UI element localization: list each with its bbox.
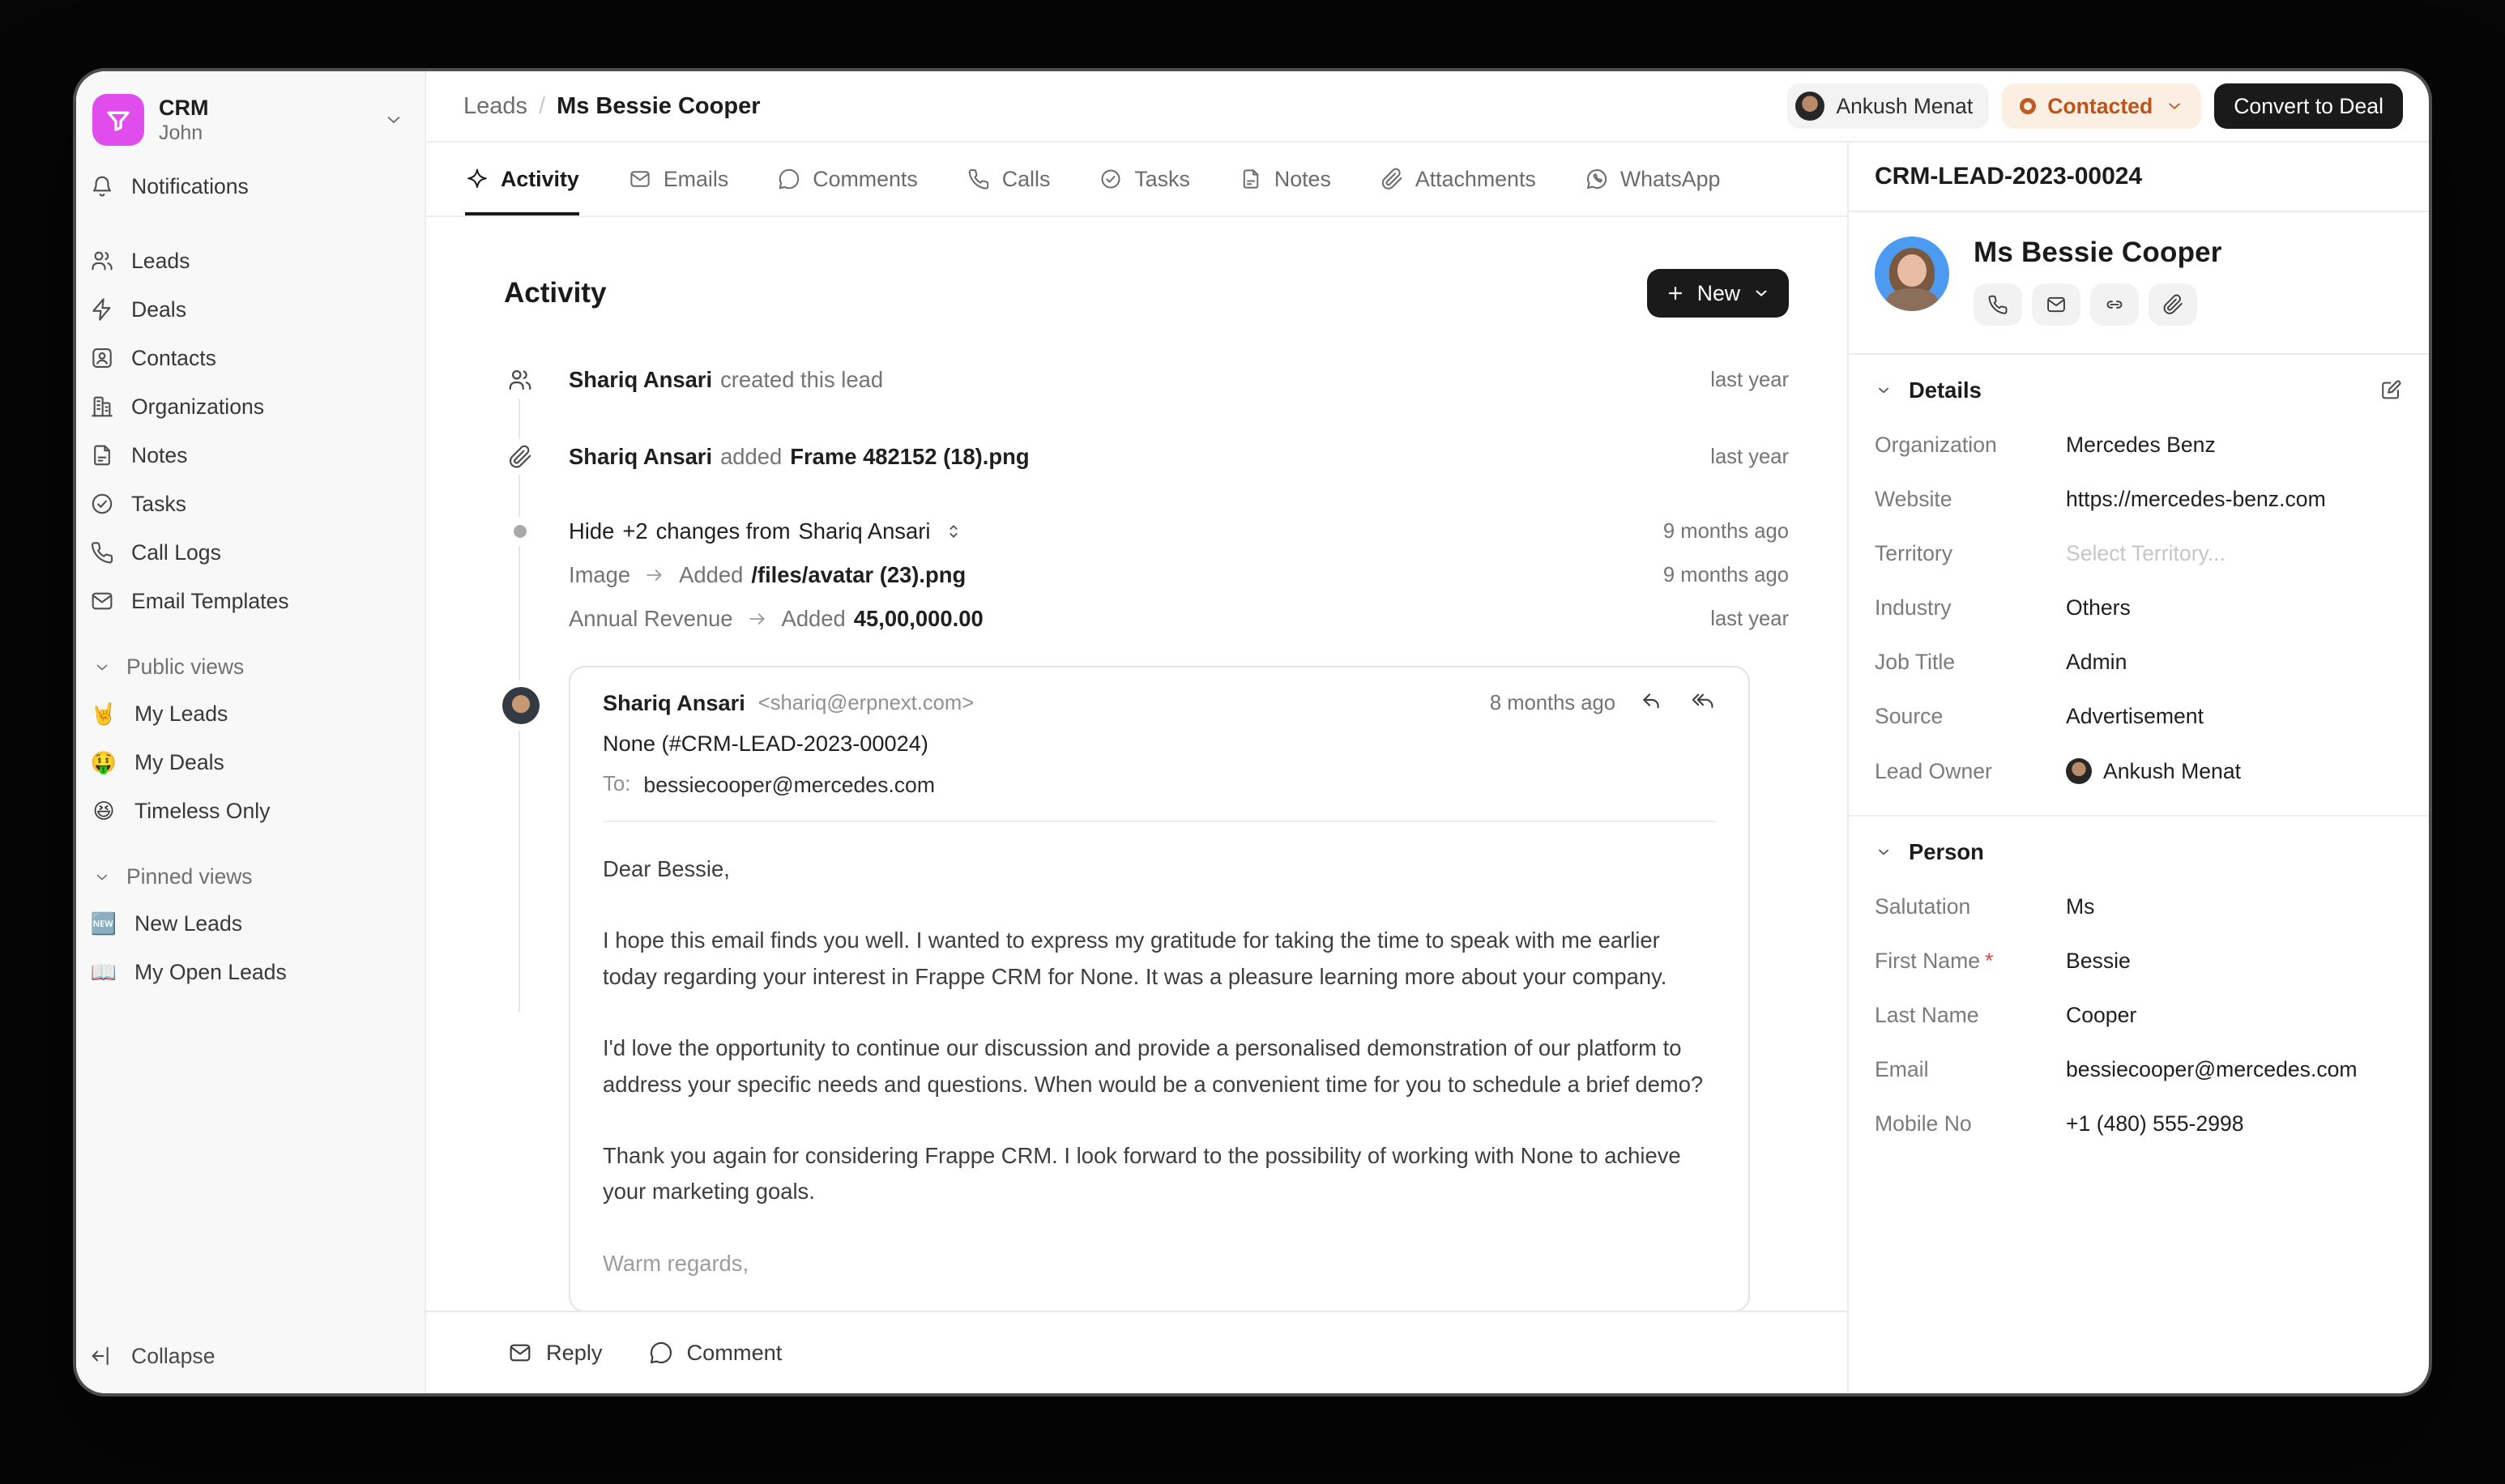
tab-label: Tasks — [1134, 166, 1190, 191]
timestamp: last year — [1710, 607, 1789, 630]
comment-icon — [648, 1340, 674, 1366]
changes-prefix: Hide — [569, 518, 615, 544]
building-icon — [89, 394, 115, 420]
comment-label: Comment — [686, 1340, 783, 1365]
sidebar-item-my-leads[interactable] — [89, 689, 412, 738]
lead-avatar[interactable] — [1875, 237, 1949, 311]
field-label: Job Title — [1875, 650, 1956, 674]
section-label: Pinned views — [126, 864, 253, 889]
field-email — [1849, 1043, 2429, 1097]
lead-details-panel — [1847, 143, 2429, 1393]
reply-button[interactable] — [507, 1340, 603, 1366]
sidebar-item-contacts[interactable] — [89, 334, 412, 382]
tab-label: WhatsApp — [1620, 166, 1721, 191]
feed-item-attachment — [504, 439, 1789, 475]
bell-icon — [89, 173, 115, 199]
check-circle-icon — [89, 491, 115, 517]
new-button-label: New — [1696, 280, 1740, 305]
field-value[interactable]: Cooper — [2066, 1003, 2137, 1027]
sidebar-item-label: Deals — [131, 296, 186, 322]
tab-comments[interactable] — [777, 143, 918, 215]
field-value[interactable]: +1 (480) 555-2998 — [2066, 1111, 2244, 1136]
field-label: Salutation — [1875, 894, 1971, 919]
person-section-header[interactable] — [1849, 817, 2429, 880]
sidebar-item-leads[interactable] — [89, 237, 412, 285]
tab-calls[interactable] — [967, 143, 1051, 215]
sidebar-item-label: Call Logs — [131, 539, 221, 565]
tab-label: Attachments — [1415, 166, 1536, 191]
sidebar-item-label: My Leads — [134, 701, 228, 726]
field-website — [1849, 472, 2429, 527]
email-recipient: bessiecooper@mercedes.com — [643, 773, 935, 797]
phone-icon — [967, 167, 991, 191]
email-paragraph: I'd love the opportunity to continue our discussion and provide a personalised demonstration of our platform to address your specific needs and questions. When would be a convenient time for you to schedule a brief demo? — [603, 1035, 1704, 1097]
field-first-name — [1849, 934, 2429, 988]
timestamp: 9 months ago — [1662, 519, 1789, 543]
app-title: CRM — [159, 95, 209, 120]
whatsapp-icon — [1585, 167, 1609, 191]
paperclip-icon — [507, 444, 533, 470]
field-name: Annual Revenue — [569, 606, 733, 631]
book-emoji: 📖 — [90, 959, 117, 984]
sidebar-item-label: Notes — [131, 442, 188, 467]
sidebar-item-deals[interactable] — [89, 285, 412, 334]
phone-icon — [1987, 293, 2009, 316]
collapse-icon — [89, 1343, 115, 1369]
email-signature: Warm regards, — [603, 1250, 749, 1276]
field-lead-owner — [1849, 744, 2429, 799]
activity-heading: Activity — [504, 277, 607, 309]
change-value: 45,00,000.00 — [853, 606, 984, 631]
tab-label: Comments — [813, 166, 918, 191]
timestamp: last year — [1710, 368, 1789, 391]
tab-attachments[interactable] — [1380, 143, 1536, 215]
event-text: created this lead — [720, 367, 884, 392]
doc-id: CRM-LEAD-2023-00024 — [1849, 143, 2429, 212]
new-activity-button[interactable] — [1647, 269, 1789, 318]
field-name: Image — [569, 562, 631, 587]
email-paragraph: Thank you again for considering Frappe CRM. I look forward to the possibility of working with None to achieve your marketing goals. — [603, 1142, 1681, 1205]
status-label: Contacted — [2047, 93, 2153, 118]
sidebar-item-notes[interactable] — [89, 431, 412, 480]
email-sender: Shariq Ansari — [603, 690, 745, 715]
section-title: Person — [1909, 839, 1984, 864]
field-label: Territory — [1875, 541, 1953, 565]
email-address: <shariq@erpnext.com> — [757, 691, 975, 714]
tab-whatsapp[interactable] — [1585, 143, 1721, 215]
field-value[interactable]: Mercedes Benz — [2066, 433, 2216, 457]
chevron-down-icon — [382, 109, 405, 131]
field-last-name — [1849, 988, 2429, 1043]
check-circle-icon — [1099, 167, 1123, 191]
money-face-emoji: 🤑 — [90, 749, 117, 774]
section-public-views[interactable] — [89, 655, 412, 680]
sidebar-item-label: Timeless Only — [134, 798, 271, 823]
plus-icon — [1665, 283, 1686, 304]
changes-middle: changes from — [655, 518, 791, 544]
tab-label: Calls — [1001, 166, 1051, 191]
sidebar-item-new-leads[interactable] — [89, 899, 412, 948]
zap-icon — [89, 296, 115, 322]
sidebar — [76, 71, 426, 1393]
actor-name: Shariq Ansari — [569, 367, 713, 392]
breadcrumb-current: Ms Bessie Cooper — [557, 92, 761, 119]
sidebar-item-my-deals[interactable] — [89, 738, 412, 787]
app-switcher[interactable] — [89, 84, 412, 162]
avatar — [2066, 758, 2092, 784]
actor-name: Shariq Ansari — [569, 444, 713, 469]
field-label: Website — [1875, 487, 1952, 511]
sidebar-item-timeless-only[interactable] — [89, 787, 412, 835]
reply-label: Reply — [546, 1340, 603, 1365]
email-button[interactable] — [2032, 284, 2080, 326]
attach-button[interactable] — [2149, 284, 2197, 326]
timestamp: last year — [1710, 445, 1789, 468]
arrow-right-icon — [643, 564, 666, 586]
change-action: Added — [679, 562, 744, 587]
assignee-pill[interactable] — [1787, 83, 1989, 129]
tab-tasks[interactable] — [1099, 143, 1190, 215]
change-action: Added — [781, 606, 846, 631]
changes-count: +2 — [622, 518, 648, 544]
field-source — [1849, 689, 2429, 744]
note-icon — [1239, 167, 1263, 191]
tab-bar — [426, 143, 1847, 217]
contact-card-icon — [89, 345, 115, 371]
assignee-name: Ankush Menat — [1836, 93, 1974, 118]
field-value[interactable] — [2066, 758, 2403, 784]
chevron-down-icon — [92, 658, 112, 677]
timestamp: 8 months ago — [1489, 691, 1615, 714]
field-job-title — [1849, 635, 2429, 689]
section-title: Details — [1909, 377, 1982, 403]
sidebar-item-my-open-leads[interactable] — [89, 948, 412, 996]
sidebar-item-label: My Deals — [134, 749, 224, 774]
details-section-header[interactable] — [1849, 355, 2429, 418]
users-icon — [506, 366, 534, 394]
field-value[interactable]: Admin — [2066, 650, 2127, 674]
edit-icon — [2379, 378, 2403, 403]
field-label: Mobile No — [1875, 1111, 1972, 1136]
collapse-label: Collapse — [131, 1343, 216, 1368]
sidebar-item-label: Organizations — [131, 394, 265, 419]
field-industry — [1849, 581, 2429, 635]
laughing-emoji: 😆 — [92, 798, 115, 823]
field-territory — [1849, 527, 2429, 581]
tab-label: Emails — [663, 166, 729, 191]
feed-item-image-change — [504, 562, 1789, 588]
field-label: Last Name — [1875, 1003, 1979, 1027]
field-value[interactable]: Bessie — [2066, 949, 2131, 973]
sort-updown-icon — [943, 521, 964, 542]
comment-icon — [777, 167, 801, 191]
email-subject: None (#CRM-LEAD-2023-00024) — [603, 731, 928, 756]
chevron-down-icon — [2164, 96, 2185, 117]
field-value[interactable]: https://mercedes-benz.com — [2066, 487, 2326, 511]
feed-item-changes-toggle[interactable] — [504, 518, 1789, 544]
sidebar-item-organizations[interactable] — [89, 382, 412, 431]
status-dot-icon — [2020, 98, 2036, 114]
composer-bar — [426, 1311, 1847, 1393]
arrow-right-icon — [746, 608, 769, 630]
note-icon — [89, 442, 115, 468]
users-icon — [89, 248, 115, 274]
field-value[interactable]: Select Territory... — [2066, 541, 2226, 565]
breadcrumb-leads[interactable]: Leads — [463, 92, 528, 119]
mail-icon — [89, 588, 115, 614]
field-label: Source — [1875, 704, 1944, 728]
attachment-file-name[interactable]: Frame 482152 (18).png — [790, 444, 1030, 469]
change-value: /files/avatar (23).png — [751, 562, 967, 587]
chevron-down-icon — [1875, 843, 1893, 861]
chevron-down-icon — [1752, 284, 1771, 303]
field-value[interactable]: Ms — [2066, 894, 2095, 919]
lead-name: Ms Bessie Cooper — [1974, 237, 2222, 268]
email-body — [603, 851, 1716, 1281]
field-value[interactable]: Advertisement — [2066, 704, 2204, 728]
reply-all-icon[interactable] — [1690, 690, 1716, 716]
tab-notes[interactable] — [1239, 143, 1331, 215]
phone-icon — [89, 539, 115, 565]
field-value[interactable]: bessiecooper@mercedes.com — [2066, 1057, 2358, 1081]
link-button[interactable] — [2090, 284, 2139, 326]
sparkle-icon — [465, 167, 489, 191]
owner-name: Ankush Menat — [2103, 758, 2242, 783]
field-label: Email — [1875, 1057, 1929, 1081]
sidebar-item-label: Tasks — [131, 491, 186, 516]
feed-item-created — [504, 361, 1789, 399]
mail-icon — [507, 1340, 533, 1366]
comment-button[interactable] — [648, 1340, 783, 1366]
chevron-down-icon — [92, 868, 112, 887]
crm-logo — [92, 94, 144, 146]
convert-to-deal-button[interactable]: Convert to Deal — [2214, 83, 2403, 129]
lead-status-dropdown[interactable] — [2002, 83, 2201, 129]
sidebar-item-tasks[interactable] — [89, 480, 412, 528]
reply-icon[interactable] — [1640, 690, 1666, 716]
mail-icon — [2045, 293, 2068, 316]
tab-emails[interactable] — [628, 143, 728, 215]
call-button[interactable] — [1974, 284, 2022, 326]
dot-icon — [514, 525, 527, 538]
paperclip-icon — [1380, 167, 1404, 191]
field-value[interactable]: Others — [2066, 595, 2131, 620]
section-label: Public views — [126, 655, 245, 679]
feed-item-revenue-change — [504, 606, 1789, 632]
top-bar — [426, 71, 2429, 143]
tab-label: Activity — [501, 166, 579, 191]
required-marker: * — [1985, 949, 1994, 973]
edit-details-button[interactable] — [2379, 378, 2403, 403]
mail-icon — [628, 167, 652, 191]
sidebar-item-label: Email Templates — [131, 588, 289, 613]
field-label: Organization — [1875, 433, 1997, 457]
activity-feed — [426, 217, 1847, 1311]
avatar — [502, 687, 540, 724]
tab-label: Notes — [1274, 166, 1331, 191]
sidebar-item-label: My Open Leads — [134, 959, 287, 984]
field-salutation — [1849, 880, 2429, 934]
sidebar-item-label: Notifications — [131, 173, 249, 198]
lead-summary — [1849, 212, 2429, 355]
paperclip-icon — [2161, 293, 2184, 316]
field-organization — [1849, 418, 2429, 472]
field-label: Industry — [1875, 595, 1952, 620]
field-mobile-no — [1849, 1097, 2429, 1151]
new-emoji: 🆕 — [90, 910, 117, 936]
to-label: To: — [603, 773, 631, 795]
sidebar-item-label: Contacts — [131, 345, 216, 370]
sidebar-item-label: Leads — [131, 248, 190, 273]
breadcrumb — [463, 93, 761, 120]
email-paragraph: Dear Bessie, — [603, 856, 730, 881]
event-action: added — [720, 444, 783, 469]
section-pinned-views[interactable] — [89, 864, 412, 889]
actor-name: Shariq Ansari — [798, 518, 931, 544]
sidebar-item-notifications[interactable] — [89, 162, 412, 211]
field-label: First Name * — [1875, 949, 1994, 973]
hand-horns-emoji: 🤘 — [90, 701, 117, 726]
sidebar-item-call-logs[interactable] — [89, 528, 412, 577]
email-paragraph: I hope this email finds you well. I wanted to express my gratitude for taking the time to speak with me earlier today regarding your interest in Frappe CRM for None. It was a pleasure learning more about your company. — [603, 927, 1667, 989]
field-label: Lead Owner — [1875, 758, 1992, 783]
sidebar-item-email-templates[interactable] — [89, 577, 412, 625]
app-user: John — [159, 122, 203, 145]
collapse-sidebar-button[interactable] — [89, 1332, 412, 1380]
email-card — [569, 666, 1750, 1311]
timestamp: 9 months ago — [1662, 563, 1789, 586]
breadcrumb-separator: / — [539, 92, 546, 119]
app-window — [76, 71, 2429, 1393]
chevron-down-icon — [1875, 382, 1893, 399]
link-icon — [2103, 293, 2126, 316]
tab-activity[interactable] — [465, 143, 579, 215]
avatar — [1795, 92, 1824, 121]
sidebar-item-label: New Leads — [134, 910, 243, 936]
